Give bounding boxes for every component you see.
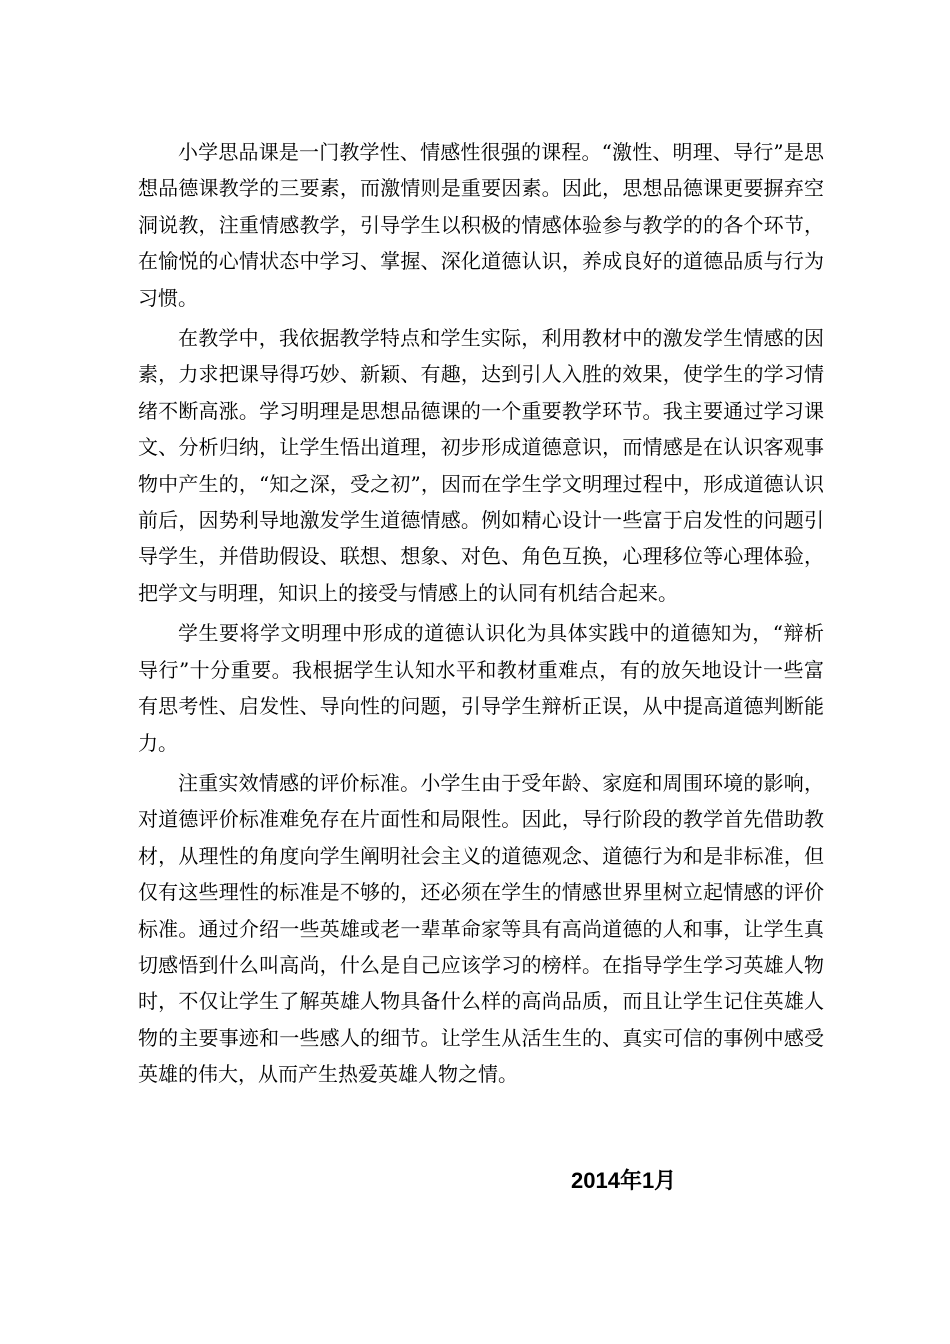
paragraph-evaluation-standard: 注重实效情感的评价标准。小学生由于受年龄、家庭和周围环境的影响，对道德评价标准难免存在片面性和局限性。因此，导行阶段的教学首先借助教材，从理性的角度向学生阐明社会主义的道德观念、道德行为和是非标准，但仅有这些理性的标准是不够的，还必须在学生的情感世界里树立起情感的评价标准。通过介绍一些英雄或老一辈革命家等具有高尚道德的人和事，让学生真切感悟到什么叫高尚，什么是自己应该学习的榜样。在指导学生学习英雄人物时，不仅让学生了解英雄人物具备什么样的高尚品质，而且让学生记住英雄人物的主要事迹和一些感人的细节。让学生从活生生的、真实可信的事例中感受英雄的伟大，从而产生热爱英雄人物之情。 — [138, 770, 824, 1087]
document-date: 2014年1月 — [571, 1168, 677, 1193]
document-body — [138, 134, 824, 1097]
paragraph-intro: 小学思品课是一门教学性、情感性很强的课程。“激性、明理、导行”是思想品德课教学的三要素，而激情则是重要因素。因此，思想品德课更要摒弃空洞说教，注重情感教学，引导学生以积极的情感体验参与教学的的各个环节，在愉悦的心情状态中学习、掌握、深化道德认识，养成良好的道德品质与行为习惯。 — [138, 140, 824, 310]
paragraph-teaching-method: 在教学中，我依据教学特点和学生实际，利用教材中的激发学生情感的因素，力求把课导得巧妙、新颖、有趣，达到引人入胜的效果，使学生的学习情绪不断高涨。学习明理是思想品德课的一个重要教学环节。我主要通过学习课文、分析归纳，让学生悟出道理，初步形成道德意识，而情感是在认识客观事物中产生的，“知之深，受之初”，因而在学生学文明理过程中，形成道德认识前后，因势利导地激发学生道德情感。例如精心设计一些富于启发性的问题引导学生，并借助假设、联想、想象、对色、角色互换，心理移位等心理体验，把学文与明理，知识上的接受与情感上的认同有机结合起来。 — [138, 326, 824, 605]
paragraph-guided-practice: 学生要将学文明理中形成的道德认识化为具体实践中的道德知为，“辩析导行”十分重要。我根据学生认知水平和教材重难点，有的放矢地设计一些富有思考性、启发性、导向性的问题，引导学生辩析正误，从中提高道德判断能力。 — [138, 621, 824, 755]
